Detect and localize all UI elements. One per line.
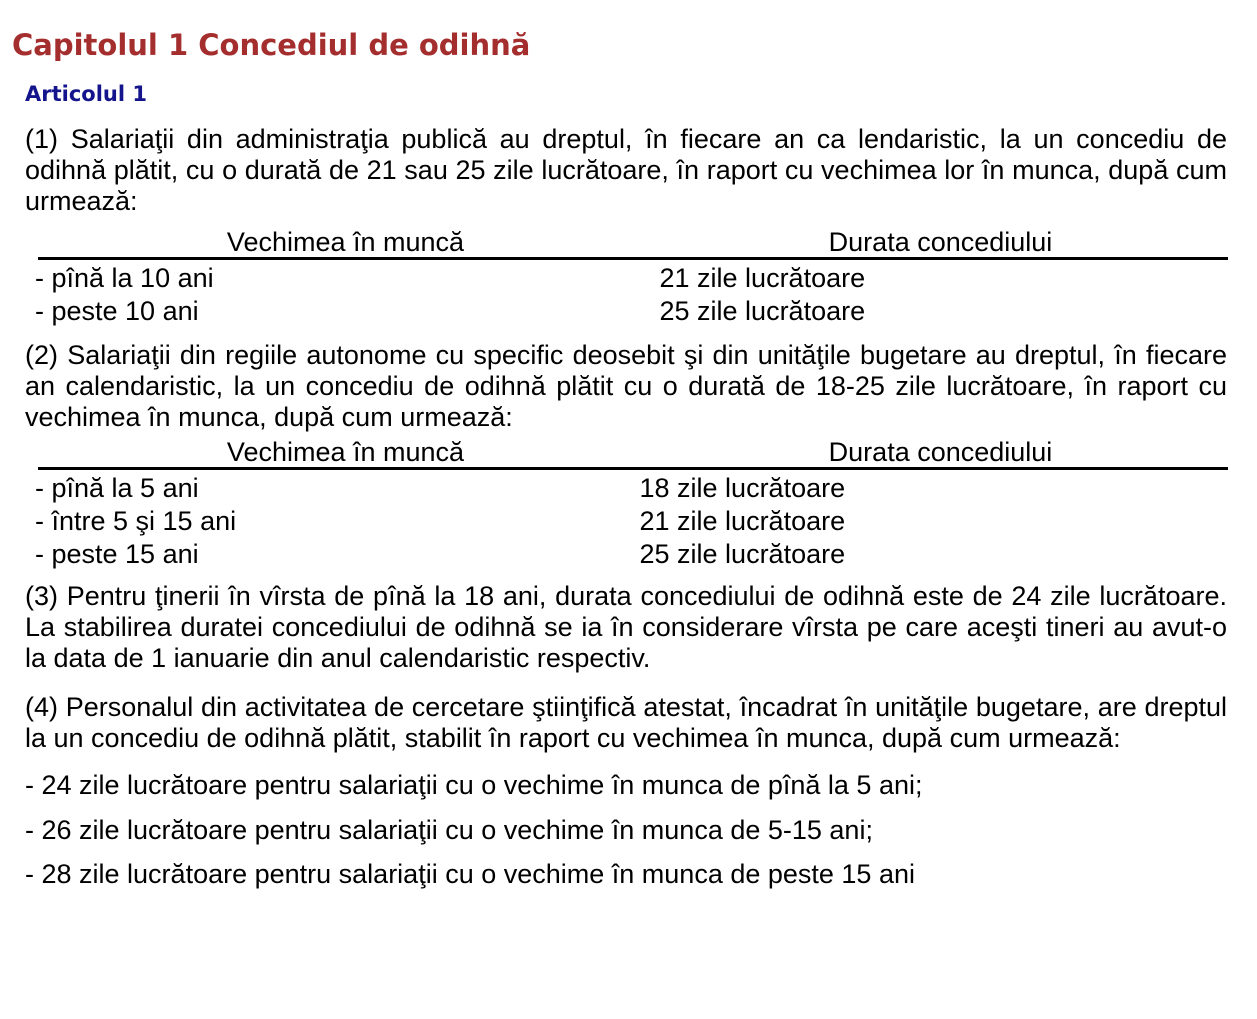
table-cell-duration: 25 zile lucrătoare bbox=[639, 539, 846, 569]
table-1-header-seniority: Vechimea în muncă bbox=[226, 227, 465, 257]
seniority-table-2 bbox=[0, 439, 1257, 569]
paragraph-3: (3) Pentru ţinerii în vîrsta de pînă la 18 ani, durata concediului de odihnă este de 24 zile lucrătoare. La stabilirea duratei concediului de odihnă se ia în considerare vîrsta pe care aceşti tineri au avut-o la data de 1 ianuarie din anul calendaristic respectiv. bbox=[25, 581, 1227, 673]
list-item-28-days: - 28 zile lucrătoare pentru salariaţii cu o vechime în munca de peste 15 ani bbox=[25, 859, 915, 889]
paragraph-2: (2) Salariaţii din regiile autonome cu specific deosebit şi din unităţile bugetare au dreptul, în fiecare an calendaristic, la un concediu de odihnă plătit cu o durată de 18-25 zile lucrătoare, în raport cu vechimea în munca, după cum urmează: bbox=[25, 340, 1227, 432]
seniority-table-1 bbox=[0, 229, 1257, 326]
table-1-header-duration: Durata concediului bbox=[828, 227, 1053, 257]
table-row bbox=[35, 506, 1228, 536]
list-item-24-days: - 24 zile lucrătoare pentru salariaţii cu o vechime în munca de pînă la 5 ani; bbox=[25, 770, 923, 800]
table-cell-seniority: - între 5 şi 15 ani bbox=[35, 506, 237, 536]
table-cell-seniority: - peste 15 ani bbox=[35, 539, 199, 569]
article-title: Articolul 1 bbox=[25, 82, 147, 106]
chapter-title: Capitolul 1 Concediul de odihnă bbox=[12, 28, 531, 62]
table-2-rule bbox=[38, 467, 1228, 470]
paragraph-4: (4) Personalul din activitatea de cercetare ştiinţifică atestat, încadrat în unităţile bugetare, are dreptul la un concediu de odihnă plătit, stabilit în raport cu vechimea în munca, după cum urmează: bbox=[25, 692, 1227, 753]
table-cell-duration: 21 zile lucrătoare bbox=[659, 263, 866, 293]
table-cell-seniority: - pînă la 10 ani bbox=[35, 263, 214, 293]
table-row bbox=[35, 296, 1228, 326]
table-cell-seniority: - peste 10 ani bbox=[35, 296, 199, 326]
table-row bbox=[35, 539, 1228, 569]
table-row bbox=[35, 473, 1228, 503]
list-item-26-days: - 26 zile lucrătoare pentru salariaţii cu o vechime în munca de 5-15 ani; bbox=[25, 815, 873, 845]
table-2-header-row bbox=[38, 439, 1228, 466]
table-cell-duration: 25 zile lucrătoare bbox=[659, 296, 866, 326]
table-1-header-row bbox=[38, 229, 1228, 256]
table-cell-duration: 18 zile lucrătoare bbox=[639, 473, 846, 503]
table-row bbox=[35, 263, 1228, 293]
table-2-header-duration: Durata concediului bbox=[828, 437, 1053, 467]
paragraph-1: (1) Salariaţii din administraţia publică au dreptul, în fiecare an ca lendaristic, la un concediu de odihnă plătit, cu o durată de 21 sau 25 zile lucrătoare, în raport cu vechimea lor în munca, după cum urmează: bbox=[25, 124, 1227, 216]
table-cell-seniority: - pînă la 5 ani bbox=[35, 473, 199, 503]
table-2-header-seniority: Vechimea în muncă bbox=[226, 437, 465, 467]
table-1-rule bbox=[38, 257, 1228, 260]
table-cell-duration: 21 zile lucrătoare bbox=[639, 506, 846, 536]
